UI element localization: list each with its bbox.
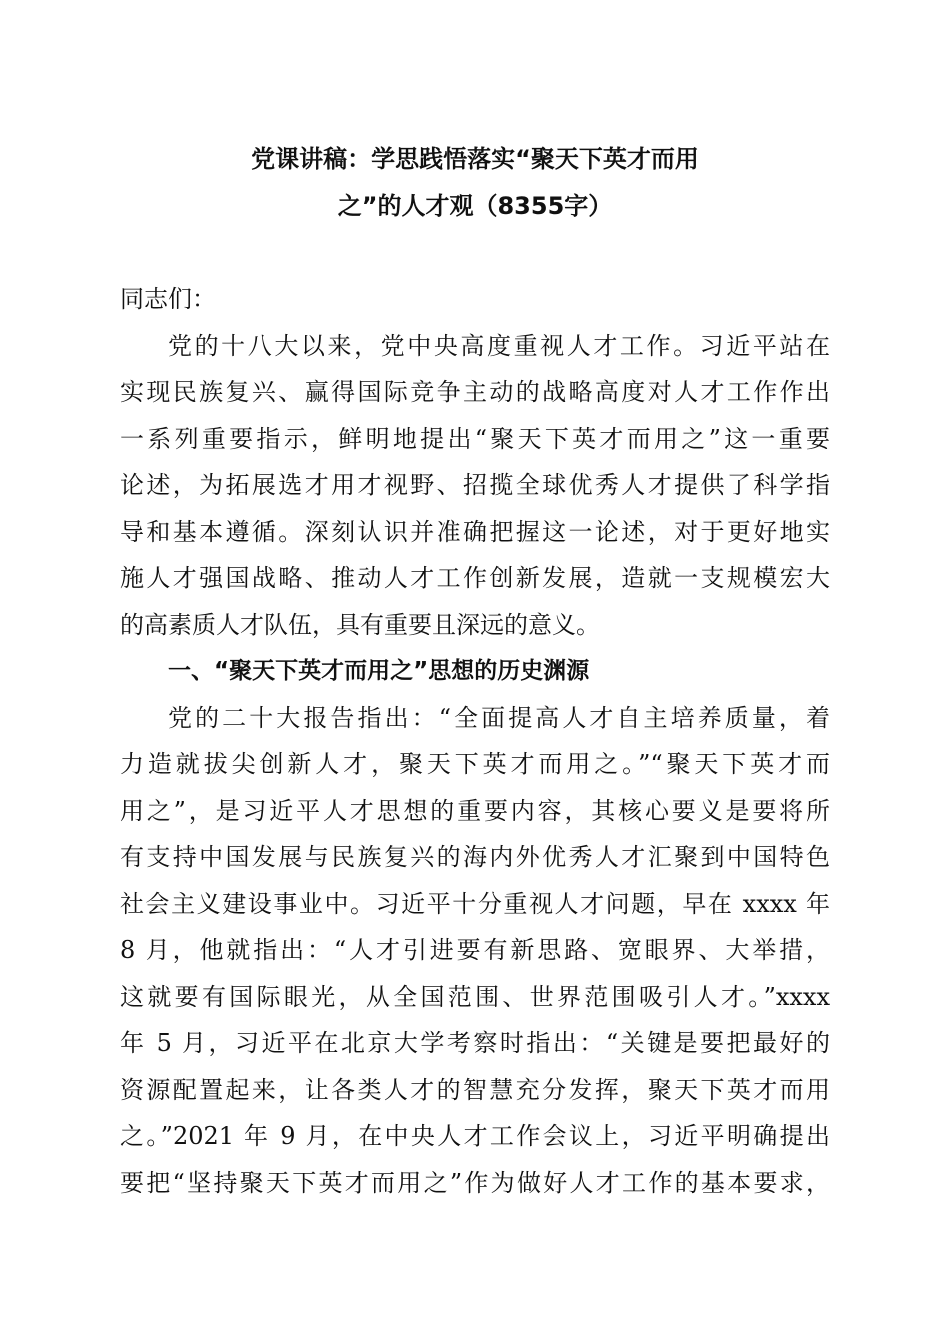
paragraph-line: 这就要有国际眼光，从全国范围、世界范围吸引人才。”xxxx: [120, 982, 830, 1011]
paragraph-line: 社会主义建设事业中。习近平十分重视人才问题，早在 xxxx 年: [120, 889, 830, 918]
salutation: 同志们：: [120, 285, 216, 313]
document-title: [100, 136, 850, 229]
paragraph-line: 党的二十大报告指出：“全面提高人才自主培养质量，着: [168, 703, 830, 732]
paragraph-line: 用之”，是习近平人才思想的重要内容，其核心要义是要将所: [120, 796, 830, 825]
paragraph-line: 的高素质人才队伍，具有重要且深远的意义。: [120, 610, 600, 639]
paragraph-line: 实现民族复兴、赢得国际竞争主动的战略高度对人才工作作出: [120, 378, 830, 406]
title-line: 党课讲稿：学思践悟落实“聚天下英才而用: [251, 145, 699, 173]
paragraph-line: 有支持中国发展与民族复兴的海内外优秀人才汇聚到中国特色: [120, 843, 830, 871]
paragraph-line: 之。”2021 年 9 月，在中央人才工作会议上，习近平明确提出: [120, 1122, 830, 1150]
paragraph-line: 一系列重要指示，鲜明地提出“聚天下英才而用之”这一重要: [120, 424, 830, 453]
paragraph-line: 导和基本遵循。深刻认识并准确把握这一论述，对于更好地实: [120, 517, 830, 546]
paragraph-line: 力造就拔尖创新人才，聚天下英才而用之。”“聚天下英才而: [120, 750, 830, 778]
paragraph-line: 要把“坚持聚天下英才而用之”作为做好人才工作的基本要求，: [120, 1168, 830, 1197]
paragraph-line: 党的十八大以来，党中央高度重视人才工作。习近平站在: [168, 331, 830, 360]
paragraph-line: 施人才强国战略、推动人才工作创新发展，造就一支规模宏大: [120, 564, 830, 592]
paragraph-line: 8 月，他就指出：“人才引进要有新思路、宽眼界、大举措，: [120, 936, 830, 964]
title-line: 之”的人才观（8355字）: [337, 191, 613, 220]
paragraph-line: 资源配置起来，让各类人才的智慧充分发挥，聚天下英才而用: [120, 1075, 830, 1104]
section-heading: 一、“聚天下英才而用之”思想的历史渊源: [168, 658, 590, 684]
paragraph-intro: [120, 323, 830, 649]
document-body: [120, 276, 830, 1206]
paragraph-line: 年 5 月，习近平在北京大学考察时指出：“关键是要把最好的: [120, 1029, 830, 1057]
paragraph-line: 论述，为拓展选才用才视野、招揽全球优秀人才提供了科学指: [120, 471, 830, 499]
paragraph-history: [120, 695, 830, 1207]
